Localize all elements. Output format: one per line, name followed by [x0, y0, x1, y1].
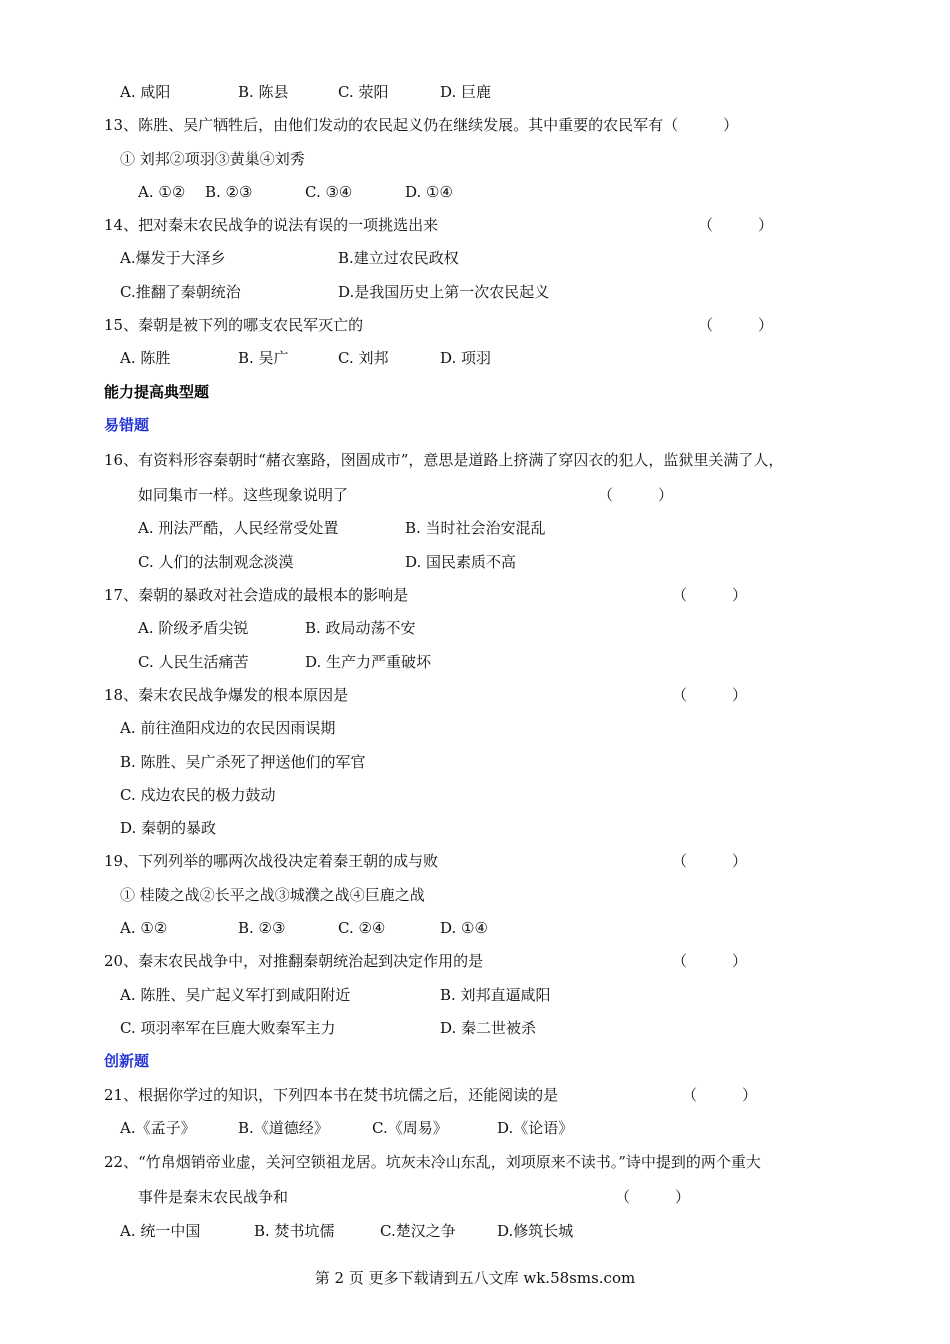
- section-heading-error-prone: 易错题: [104, 416, 150, 434]
- q16-option-c: C. 人们的法制观念淡漠: [138, 553, 294, 571]
- q18-option-b: B. 陈胜、吴广杀死了押送他们的军官: [120, 753, 366, 771]
- q20-answer-blank: （ ）: [672, 952, 748, 970]
- q15-answer-blank: （ ）: [698, 316, 774, 334]
- q17-option-c: C. 人民生活痛苦: [138, 653, 249, 671]
- q15-option-d: D. 项羽: [440, 349, 492, 367]
- q14-stem: 14、把对秦末农民战争的说法有误的一项挑选出来: [104, 216, 439, 234]
- q22-option-b: B. 焚书坑儒: [254, 1222, 335, 1240]
- q17-option-d: D. 生产力严重破坏: [305, 653, 432, 671]
- q14-option-a: A.爆发于大泽乡: [120, 249, 226, 267]
- section-heading-innovation: 创新题: [104, 1052, 150, 1070]
- q22-option-c: C.楚汉之争: [380, 1222, 456, 1240]
- q15-option-a: A. 陈胜: [120, 349, 171, 367]
- q21-answer-blank: （ ）: [682, 1086, 758, 1104]
- q12-option-b: B. 陈县: [238, 83, 289, 101]
- q12-option-c: C. 荥阳: [338, 83, 389, 101]
- q20-option-d: D. 秦二世被杀: [440, 1019, 537, 1037]
- q16-answer-blank: （ ）: [598, 486, 674, 504]
- q18-option-a: A. 前往渔阳戍边的农民因雨误期: [120, 719, 336, 737]
- q14-option-b: B.建立过农民政权: [338, 249, 459, 267]
- q21-option-d: D.《论语》: [497, 1119, 574, 1137]
- q18-option-d: D. 秦朝的暴政: [120, 819, 217, 837]
- q13-option-c: C. ③④: [305, 183, 353, 201]
- q16-stem-continued: 如同集市一样。这些现象说明了: [138, 486, 349, 504]
- q13-items: ① 刘邦②项羽③黄巢④刘秀: [120, 150, 305, 168]
- q15-option-b: B. 吴广: [238, 349, 289, 367]
- q12-option-d: D. 巨鹿: [440, 83, 492, 101]
- q18-stem: 18、秦末农民战争爆发的根本原因是: [104, 686, 349, 704]
- section-heading-ability: 能力提高典型题: [104, 383, 210, 401]
- q13-option-a: A. ①②: [138, 183, 186, 201]
- q16-stem: 16、有资料形容秦朝时“赭衣塞路，囹圄成市”，意思是道路上挤满了穿囚衣的犯人，监狱里关满了人，: [104, 451, 784, 469]
- q19-option-d: D. ①④: [440, 919, 488, 937]
- q15-option-c: C. 刘邦: [338, 349, 389, 367]
- q14-option-c: C.推翻了秦朝统治: [120, 283, 241, 301]
- q22-option-d: D.修筑长城: [497, 1222, 574, 1240]
- q17-stem: 17、秦朝的暴政对社会造成的最根本的影响是: [104, 586, 409, 604]
- q17-answer-blank: （ ）: [672, 586, 748, 604]
- q22-answer-blank: （ ）: [615, 1188, 691, 1206]
- q19-option-b: B. ②③: [238, 919, 286, 937]
- q18-option-c: C. 戍边农民的极力鼓动: [120, 786, 276, 804]
- q13-option-b: B. ②③: [205, 183, 253, 201]
- q16-option-d: D. 国民素质不高: [405, 553, 517, 571]
- q14-option-d: D.是我国历史上第一次农民起义: [338, 283, 550, 301]
- q19-option-c: C. ②④: [338, 919, 386, 937]
- q16-option-a: A. 刑法严酷，人民经常受处置: [138, 519, 339, 537]
- q13-option-d: D. ①④: [405, 183, 453, 201]
- q19-option-a: A. ①②: [120, 919, 168, 937]
- q13-stem: 13、陈胜、吴广牺牲后，由他们发动的农民起义仍在继续发展。其中重要的农民军有（ ）: [104, 116, 739, 134]
- q20-stem: 20、秦末农民战争中，对推翻秦朝统治起到决定作用的是: [104, 952, 484, 970]
- q12-option-a: A. 咸阳: [120, 83, 171, 101]
- q17-option-b: B. 政局动荡不安: [305, 619, 416, 637]
- q21-stem: 21、根据你学过的知识，下列四本书在焚书坑儒之后，还能阅读的是: [104, 1086, 559, 1104]
- q19-answer-blank: （ ）: [672, 852, 748, 870]
- q21-option-b: B.《道德经》: [238, 1119, 329, 1137]
- page-footer: 第 2 页 更多下载请到五八文库 wk.58sms.com: [314, 1269, 636, 1287]
- q19-stem: 19、下列列举的哪两次战役决定着秦王朝的成与败: [104, 852, 439, 870]
- q14-answer-blank: （ ）: [698, 216, 774, 234]
- q16-option-b: B. 当时社会治安混乱: [405, 519, 546, 537]
- q22-stem-continued: 事件是秦末农民战争和: [138, 1188, 289, 1206]
- q21-option-c: C.《周易》: [372, 1119, 448, 1137]
- q15-stem: 15、秦朝是被下列的哪支农民军灭亡的: [104, 316, 364, 334]
- q18-answer-blank: （ ）: [672, 686, 748, 704]
- q20-option-b: B. 刘邦直逼咸阳: [440, 986, 551, 1004]
- q22-option-a: A. 统一中国: [120, 1222, 201, 1240]
- q22-stem: 22、“竹帛烟销帝业虚，关河空锁祖龙居。坑灰未冷山东乱，刘项原来不读书。”诗中提到的两个重大: [104, 1153, 761, 1171]
- q20-option-c: C. 项羽率军在巨鹿大败秦军主力: [120, 1019, 336, 1037]
- q17-option-a: A. 阶级矛盾尖锐: [138, 619, 249, 637]
- q20-option-a: A. 陈胜、吴广起义军打到咸阳附近: [120, 986, 351, 1004]
- q19-items: ① 桂陵之战②长平之战③城濮之战④巨鹿之战: [120, 886, 425, 904]
- q21-option-a: A.《孟子》: [120, 1119, 196, 1137]
